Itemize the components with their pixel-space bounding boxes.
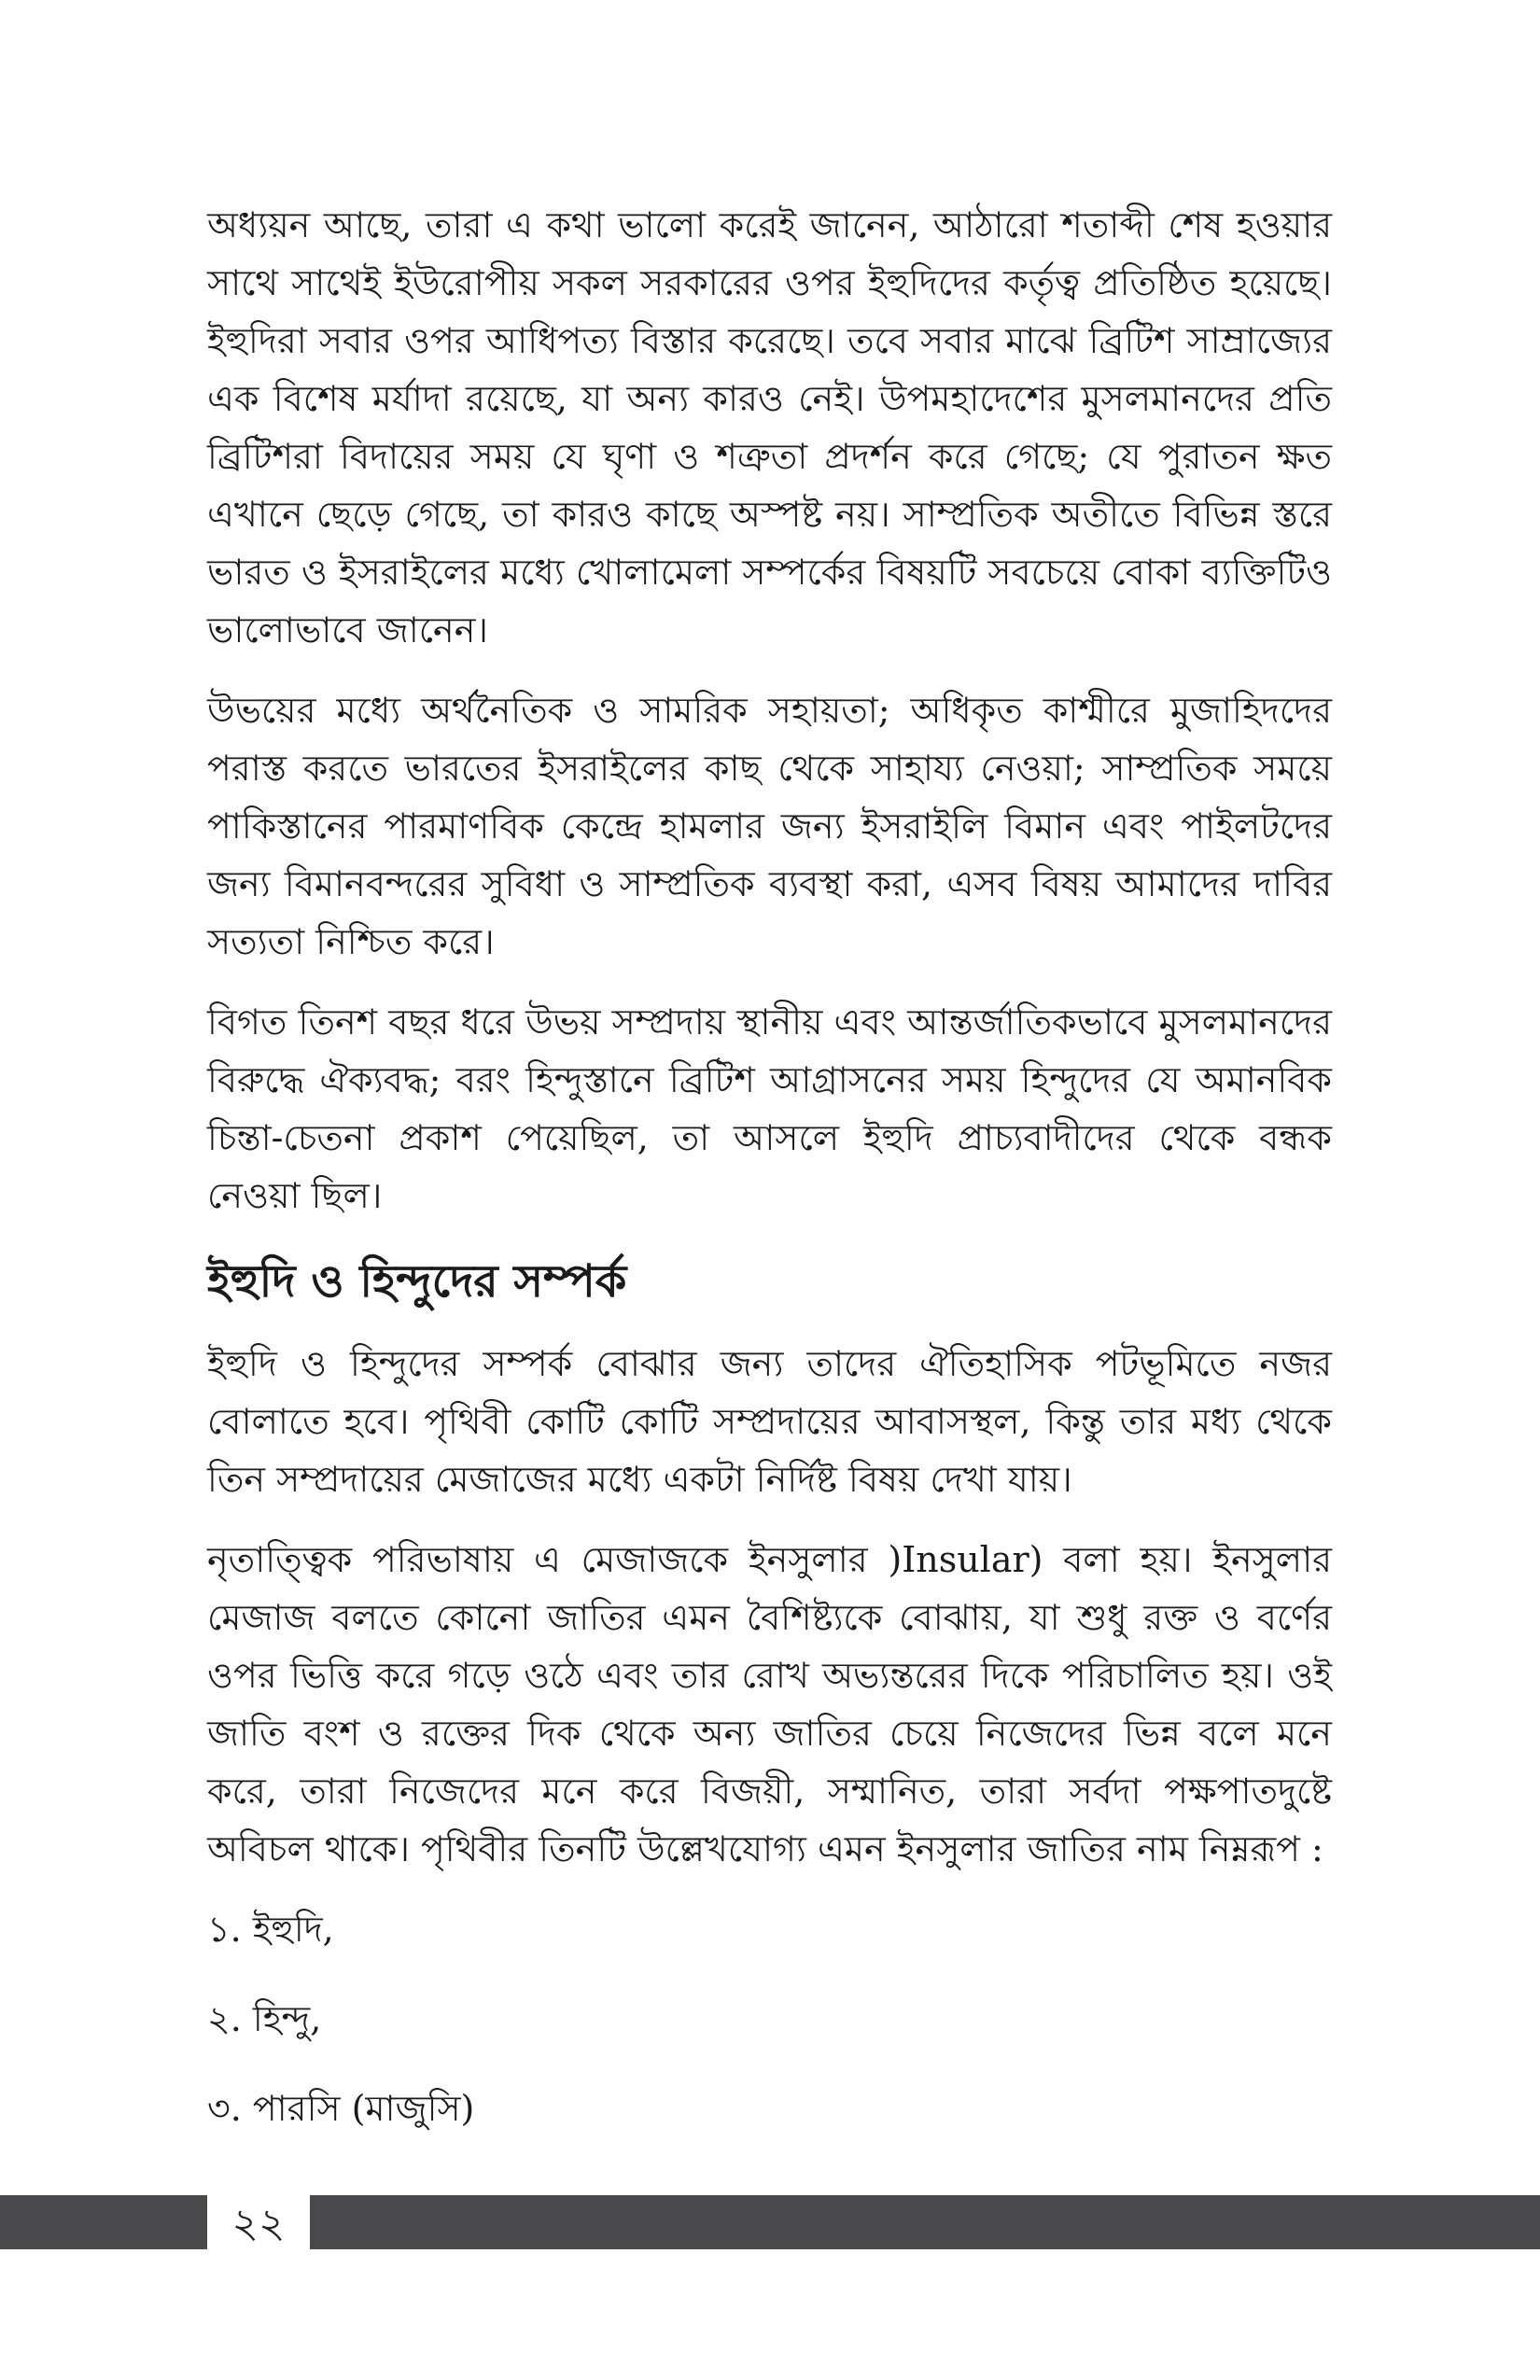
page-body [207,196,1332,2169]
section-paragraph-2: নৃতাত্ত্বিক পরিভাষায় এ মেজাজকে ইনসুলার )Insular) বলা হয়। ইনসুলার মেজাজ বলতে কোনো জাতির এমন বৈশিষ্ট্যকে বোঝায়, যা শুধু রক্ত ও বর্ণের ওপর ভিত্তি করে গড়ে ওঠে এবং তার রোখ অভ্যন্তরের দিকে পরিচালিত হয়। ওই জাতি বংশ ও রক্তের দিক থেকে অন্য জাতির চেয়ে নিজেদের ভিন্ন বলে মনে করে, তারা নিজেদের মনে করে বিজয়ী, সম্মানিত, তারা সর্বদা পক্ষপাতদুষ্টে অবিচল থাকে। পৃথিবীর তিনটি উল্লেখযোগ্য এমন ইনসুলার জাতির নাম নিম্নরূপ : [207,1539,1332,1869]
insular-nations-list [207,1900,1332,2137]
paragraph-3: বিগত তিনশ বছর ধরে উভয় সম্প্রদায় স্থানীয় এবং আন্তর্জাতিকভাবে মুসলমানদের বিরুদ্ধে ঐক্যবদ্ধ; বরং হিন্দুস্তানে ব্রিটিশ আগ্রাসনের সময় হিন্দুদের যে অমানবিক চিন্তা-চেতনা প্রকাশ পেয়েছিল, তা আসলে ইহুদি প্রাচ্যবাদীদের থেকে বন্ধক নেওয়া ছিল। [207,1001,1332,1216]
paragraph-2: উভয়ের মধ্যে অর্থনৈতিক ও সামরিক সহায়তা; অধিকৃত কাশ্মীরে মুজাহিদদের পরাস্ত করতে ভারতের ইসরাইলের কাছ থেকে সাহায্য নেওয়া; সাম্প্রতিক সময়ে পাকিস্তানের পারমাণবিক কেন্দ্রে হামলার জন্য ইসরাইলি বিমান এবং পাইলটদের জন্য বিমানবন্দরের সুবিধা ও সাম্প্রতিক ব্যবস্থা করা, এসব বিষয় আমাদের দাবির সত্যতা নিশ্চিত করে। [207,690,1332,962]
page-number: ২২ [231,2200,286,2247]
section-heading: ইহুদি ও হিন্দুদের সম্পর্ক [207,1255,627,1308]
page-footer [0,2195,1540,2253]
list-item: ২. হিন্দু, [207,1998,322,2039]
section-paragraph-1: ইহুদি ও হিন্দুদের সম্পর্ক বোঝার জন্য তাদের ঐতিহাসিক পটভূমিতে নজর বোলাতে হবে। পৃথিবী কোটি কোটি সম্প্রদায়ের আবাসস্থল, কিন্তু তার মধ্য থেকে তিন সম্প্রদায়ের মেজাজের মধ্যে একটা নির্দিষ্ট বিষয় দেখা যায়। [207,1343,1332,1500]
footer-bar-right [310,2195,1540,2249]
list-item: ৩. পারসি (মাজুসি) [207,2088,475,2129]
paragraph-1: অধ্যয়ন আছে, তারা এ কথা ভালো করেই জানেন, আঠারো শতাব্দী শেষ হওয়ার সাথে সাথেই ইউরোপীয় সকল সরকারের ওপর ইহুদিদের কর্তৃত্ব প্রতিষ্ঠিত হয়েছে। ইহুদিরা সবার ওপর আধিপত্য বিস্তার করেছে। তবে সবার মাঝে ব্রিটিশ সাম্রাজ্যের এক বিশেষ মর্যাদা রয়েছে, যা অন্য কারও নেই। উপমহাদেশের মুসলমানদের প্রতি ব্রিটিশরা বিদায়ের সময় যে ঘৃণা ও শত্রুতা প্রদর্শন করে গেছে; যে পুরাতন ক্ষত এখানে ছেড়ে গেছে, তা কারও কাছে অস্পষ্ট নয়। সাম্প্রতিক অতীতে বিভিন্ন স্তরে ভারত ও ইসরাইলের মধ্যে খোলামেলা সম্পর্কের বিষয়টি সবচেয়ে বোকা ব্যক্তিটিও ভালোভাবে জানেন। [207,204,1332,651]
list-item: ১. ইহুদি, [207,1909,334,1950]
footer-bar-left [0,2195,207,2249]
